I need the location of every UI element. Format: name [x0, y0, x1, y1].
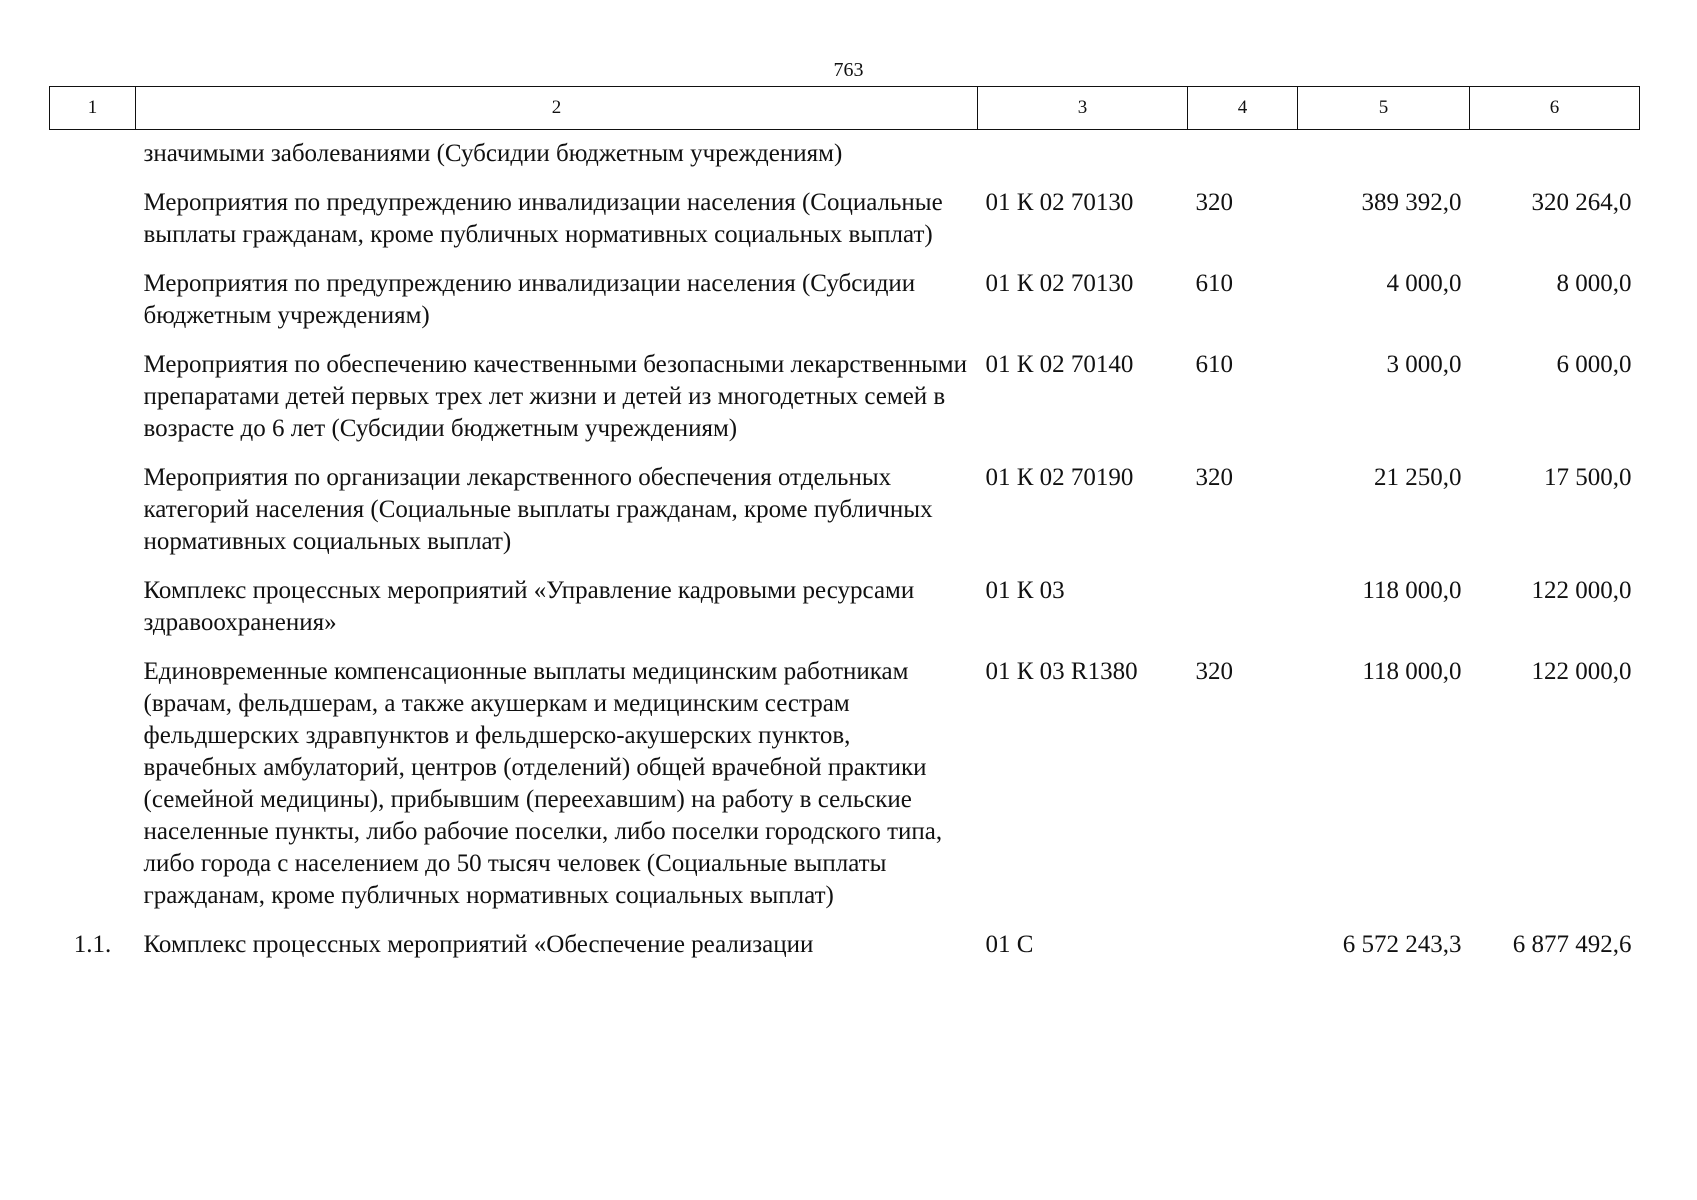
column-header: 5 — [1298, 87, 1470, 130]
row-expense-type: 610 — [1195, 270, 1233, 297]
table-row — [50, 187, 1640, 268]
row-number — [50, 187, 136, 268]
row-target-code: 01 К 03 R1380 — [985, 658, 1138, 685]
row-expense-type: 610 — [1195, 351, 1233, 378]
row-description: значимыми заболеваниями (Субсидии бюджетным учреждениям) — [143, 140, 843, 167]
table-row — [50, 130, 1640, 188]
row-description: Комплекс процессных мероприятий «Обеспечение реализации — [143, 931, 814, 958]
row-target-code: 01 К 02 70190 — [985, 464, 1134, 491]
row-description: Мероприятия по предупреждению инвалидизации населения (Социальные выплаты гражданам, кроме публичных нормативных социальных выплат) — [143, 189, 943, 248]
row-expense-type — [1188, 130, 1298, 188]
column-header: 6 — [1470, 87, 1640, 130]
table-row — [50, 656, 1640, 929]
column-header: 4 — [1188, 87, 1298, 130]
row-expense-type: 320 — [1195, 658, 1233, 685]
column-header: 1 — [50, 87, 136, 130]
row-amount-year2: 320 264,0 — [1531, 189, 1632, 216]
row-amount-year1: 118 000,0 — [1362, 658, 1462, 685]
row-number — [50, 349, 136, 462]
row-target-code: 01 К 02 70130 — [985, 270, 1134, 297]
row-amount-year2 — [1470, 130, 1640, 188]
row-amount-year1 — [1298, 130, 1470, 188]
row-target-code: 01 К 03 — [985, 577, 1065, 604]
row-number — [50, 656, 136, 929]
column-header: 3 — [978, 87, 1188, 130]
row-target-code: 01 С — [985, 931, 1034, 958]
row-number — [50, 268, 136, 349]
row-number: 1.1. — [73, 931, 112, 958]
row-description: Мероприятия по предупреждению инвалидизации населения (Субсидии бюджетным учреждениям) — [143, 270, 916, 329]
row-amount-year2: 6 000,0 — [1556, 351, 1632, 378]
row-expense-type: 320 — [1195, 189, 1233, 216]
table-row — [50, 929, 1640, 978]
row-description: Единовременные компенсационные выплаты медицинским работникам (врачам, фельдшерам, а также акушеркам и медицинским сестрам фельдшерских здравпунктов и фельдшерско-акушерских пунктов, врачебных амбулаторий, центров (отделений) общей врачебной практики (семейной медицины), прибывшим (переехавшим) на работу в сельские населенные пункты, либо рабочие поселки, либо поселки городского типа, либо города с населением до 50 тысяч человек (Социальные выплаты гражданам, кроме публичных нормативных социальных выплат) — [143, 658, 943, 909]
column-number-header — [50, 87, 1640, 130]
row-amount-year2: 17 500,0 — [1544, 464, 1632, 491]
row-target-code: 01 К 02 70130 — [985, 189, 1134, 216]
table-row — [50, 349, 1640, 462]
row-number — [50, 462, 136, 575]
row-amount-year1: 21 250,0 — [1374, 464, 1462, 491]
row-number — [50, 130, 136, 188]
row-description: Мероприятия по обеспечению качественными безопасными лекарственными препаратами детей первых трех лет жизни и детей из многодетных семей в возрасте до 6 лет (Субсидии бюджетным учреждениям) — [143, 351, 967, 442]
row-amount-year1: 389 392,0 — [1361, 189, 1462, 216]
row-description: Мероприятия по организации лекарственного обеспечения отдельных категорий населения (Социальные выплаты гражданам, кроме публичных нормативных социальных выплат) — [143, 464, 933, 555]
row-expense-type — [1188, 575, 1298, 656]
table-row — [50, 462, 1640, 575]
table-row — [50, 575, 1640, 656]
row-amount-year1: 3 000,0 — [1386, 351, 1462, 378]
row-number — [50, 575, 136, 656]
row-amount-year1: 4 000,0 — [1386, 270, 1462, 297]
table-row — [50, 268, 1640, 349]
row-expense-type: 320 — [1195, 464, 1233, 491]
row-target-code: 01 К 02 70140 — [985, 351, 1134, 378]
row-target-code — [978, 130, 1188, 188]
page-number: 763 — [833, 59, 864, 81]
row-description: Комплекс процессных мероприятий «Управление кадровыми ресурсами здравоохранения» — [143, 577, 915, 636]
budget-table — [49, 86, 1640, 978]
row-amount-year1: 118 000,0 — [1362, 577, 1462, 604]
row-amount-year2: 122 000,0 — [1531, 577, 1632, 604]
row-amount-year2: 6 877 492,6 — [1512, 931, 1632, 958]
row-amount-year2: 8 000,0 — [1556, 270, 1632, 297]
column-header: 2 — [136, 87, 978, 130]
row-expense-type — [1188, 929, 1298, 978]
row-amount-year1: 6 572 243,3 — [1342, 931, 1462, 958]
row-amount-year2: 122 000,0 — [1531, 658, 1632, 685]
